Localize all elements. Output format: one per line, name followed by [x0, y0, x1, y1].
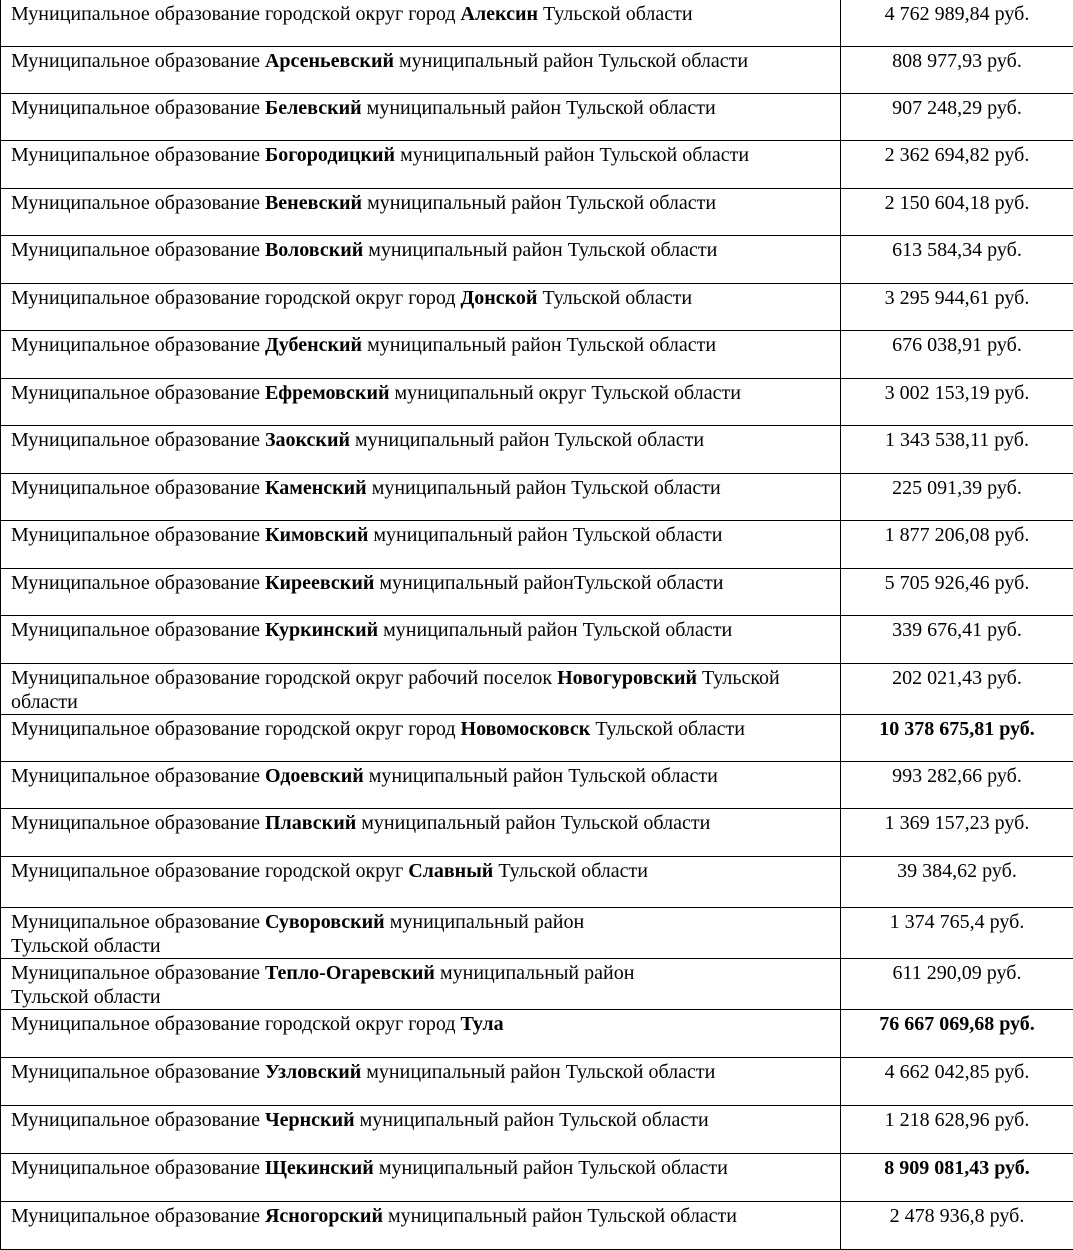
- amount-cell: 808 977,93 руб.: [841, 47, 1073, 94]
- municipality-name: Куркинский: [265, 619, 378, 641]
- table-row: [1, 1202, 1073, 1250]
- table-row: [1, 809, 1073, 857]
- municipality-cell: [1, 715, 841, 762]
- municipality-name: Белевский: [265, 97, 362, 119]
- municipality-prefix: Муниципальное образование: [11, 97, 265, 119]
- municipality-cell: [1, 664, 841, 715]
- municipality-suffix: муниципальный район Тульской области: [362, 334, 716, 356]
- municipality-suffix: Тульской области: [11, 667, 780, 713]
- municipality-name: Дубенский: [265, 334, 362, 356]
- municipality-cell: [1, 189, 841, 236]
- allocation-table-body: [1, 0, 1073, 1250]
- municipality-suffix: муниципальный районТульской области: [374, 572, 723, 594]
- municipality-cell: [1, 616, 841, 664]
- municipality-cell: [1, 1202, 841, 1250]
- municipality-cell: [1, 331, 841, 379]
- municipality-prefix: Муниципальное образование: [11, 429, 265, 451]
- municipality-suffix: муниципальный район Тульской области: [368, 524, 722, 546]
- municipality-cell: [1, 762, 841, 809]
- municipality-suffix: муниципальный район Тульской области: [394, 50, 748, 72]
- municipality-suffix: муниципальный район Тульской области: [11, 962, 634, 1008]
- amount-cell: 3 295 944,61 руб.: [841, 284, 1073, 331]
- table-row: [1, 236, 1073, 284]
- amount-cell: 2 362 694,82 руб.: [841, 141, 1073, 189]
- municipality-cell: [1, 569, 841, 616]
- amount-cell: 339 676,41 руб.: [841, 616, 1073, 664]
- municipality-suffix: муниципальный район Тульской области: [378, 619, 732, 641]
- table-row: [1, 616, 1073, 664]
- table-row: [1, 569, 1073, 616]
- municipality-suffix: муниципальный район Тульской области: [367, 477, 721, 499]
- municipality-prefix: Муниципальное образование: [11, 477, 265, 499]
- municipality-prefix: Муниципальное образование городской округ город: [11, 1013, 461, 1035]
- municipality-cell: [1, 236, 841, 284]
- municipality-prefix: Муниципальное образование: [11, 524, 265, 546]
- municipality-suffix: Тульской области: [537, 287, 692, 309]
- municipality-name: Плавский: [265, 812, 356, 834]
- municipality-prefix: Муниципальное образование: [11, 50, 265, 72]
- municipality-cell: [1, 1154, 841, 1202]
- table-row: [1, 959, 1073, 1010]
- municipality-cell: [1, 1010, 841, 1058]
- municipality-name: Тула: [461, 1013, 504, 1035]
- municipality-name: Суворовский: [265, 911, 385, 933]
- municipality-name: Одоевский: [265, 765, 364, 787]
- table-row: [1, 0, 1073, 47]
- municipality-suffix: муниципальный район Тульской области: [11, 911, 584, 957]
- amount-cell: 1 877 206,08 руб.: [841, 521, 1073, 569]
- municipality-suffix: Тульской области: [538, 3, 693, 25]
- amount-cell: 613 584,34 руб.: [841, 236, 1073, 284]
- municipality-prefix: Муниципальное образование городской округ город: [11, 287, 461, 309]
- municipality-name: Алексин: [461, 3, 539, 25]
- municipality-cell: [1, 94, 841, 141]
- municipality-name: Ясногорский: [265, 1205, 383, 1227]
- municipality-cell: [1, 908, 841, 959]
- municipality-prefix: Муниципальное образование: [11, 192, 265, 214]
- table-row: [1, 1106, 1073, 1154]
- municipality-cell: [1, 857, 841, 908]
- municipality-prefix: Муниципальное образование: [11, 144, 265, 166]
- municipality-prefix: Муниципальное образование: [11, 962, 265, 984]
- municipality-suffix: муниципальный район Тульской области: [364, 765, 718, 787]
- municipality-name: Воловский: [265, 239, 363, 261]
- municipality-prefix: Муниципальное образование: [11, 911, 265, 933]
- municipality-suffix: муниципальный район Тульской области: [395, 144, 749, 166]
- municipality-suffix: муниципальный район Тульской области: [363, 239, 717, 261]
- municipality-cell: [1, 141, 841, 189]
- amount-cell: 4 762 989,84 руб.: [841, 0, 1073, 47]
- amount-cell: 2 478 936,8 руб.: [841, 1202, 1073, 1250]
- table-row: [1, 284, 1073, 331]
- municipality-suffix: Тульской области: [590, 718, 745, 740]
- table-row: [1, 94, 1073, 141]
- amount-cell: 1 343 538,11 руб.: [841, 426, 1073, 474]
- municipality-prefix: Муниципальное образование: [11, 382, 265, 404]
- municipality-name: Тепло-Огаревский: [265, 962, 435, 984]
- municipality-cell: [1, 1106, 841, 1154]
- municipality-cell: [1, 474, 841, 521]
- amount-cell: 10 378 675,81 руб.: [841, 715, 1073, 762]
- municipality-prefix: Муниципальное образование: [11, 1109, 265, 1131]
- table-row: [1, 1154, 1073, 1202]
- municipality-cell: [1, 284, 841, 331]
- municipality-prefix: Муниципальное образование: [11, 334, 265, 356]
- amount-cell: 611 290,09 руб.: [841, 959, 1073, 1010]
- table-row: [1, 715, 1073, 762]
- municipality-cell: [1, 959, 841, 1010]
- municipality-suffix: муниципальный район Тульской области: [374, 1157, 728, 1179]
- municipality-name: Арсеньевский: [265, 50, 394, 72]
- municipality-prefix: Муниципальное образование: [11, 1205, 265, 1227]
- table-row: [1, 47, 1073, 94]
- municipality-name: Киреевский: [265, 572, 374, 594]
- amount-cell: 225 091,39 руб.: [841, 474, 1073, 521]
- municipality-suffix: муниципальный район Тульской области: [361, 1061, 715, 1083]
- amount-cell: 907 248,29 руб.: [841, 94, 1073, 141]
- municipality-prefix: Муниципальное образование городской округ: [11, 860, 408, 882]
- table-row: [1, 189, 1073, 236]
- amount-cell: 2 150 604,18 руб.: [841, 189, 1073, 236]
- municipality-cell: [1, 426, 841, 474]
- municipality-suffix: муниципальный район Тульской области: [362, 97, 716, 119]
- amount-cell: 3 002 153,19 руб.: [841, 379, 1073, 426]
- municipality-name: Заокский: [265, 429, 350, 451]
- amount-cell: 76 667 069,68 руб.: [841, 1010, 1073, 1058]
- amount-cell: 993 282,66 руб.: [841, 762, 1073, 809]
- municipality-name: Узловский: [265, 1061, 361, 1083]
- municipality-name: Донской: [461, 287, 538, 309]
- municipality-cell: [1, 1058, 841, 1106]
- amount-cell: 8 909 081,43 руб.: [841, 1154, 1073, 1202]
- municipality-suffix: муниципальный район Тульской области: [356, 812, 710, 834]
- amount-cell: 1 374 765,4 руб.: [841, 908, 1073, 959]
- municipality-name: Новомосковск: [461, 718, 591, 740]
- municipality-cell: [1, 0, 841, 47]
- municipality-cell: [1, 809, 841, 857]
- amount-cell: 1 369 157,23 руб.: [841, 809, 1073, 857]
- table-row: [1, 762, 1073, 809]
- municipality-prefix: Муниципальное образование: [11, 765, 265, 787]
- table-row: [1, 908, 1073, 959]
- municipality-prefix: Муниципальное образование: [11, 239, 265, 261]
- municipality-suffix: Тульской области: [493, 860, 648, 882]
- municipality-prefix: Муниципальное образование городской округ рабочий поселок: [11, 667, 557, 689]
- municipality-suffix: муниципальный округ Тульской области: [390, 382, 741, 404]
- municipality-prefix: Муниципальное образование: [11, 812, 265, 834]
- municipality-name: Славный: [408, 860, 493, 882]
- amount-cell: 1 218 628,96 руб.: [841, 1106, 1073, 1154]
- municipality-prefix: Муниципальное образование: [11, 1061, 265, 1083]
- municipality-name: Кимовский: [265, 524, 368, 546]
- municipality-prefix: Муниципальное образование: [11, 1157, 265, 1179]
- municipality-cell: [1, 521, 841, 569]
- table-row: [1, 664, 1073, 715]
- amount-cell: 5 705 926,46 руб.: [841, 569, 1073, 616]
- table-row: [1, 857, 1073, 908]
- municipality-name: Чернский: [265, 1109, 355, 1131]
- table-row: [1, 1058, 1073, 1106]
- municipality-prefix: Муниципальное образование городской округ город: [11, 3, 461, 25]
- municipality-name: Щекинский: [265, 1157, 374, 1179]
- municipality-suffix: муниципальный район Тульской области: [383, 1205, 737, 1227]
- amount-cell: 202 021,43 руб.: [841, 664, 1073, 715]
- municipality-suffix: муниципальный район Тульской области: [355, 1109, 709, 1131]
- municipality-prefix: Муниципальное образование: [11, 619, 265, 641]
- municipality-prefix: Муниципальное образование: [11, 572, 265, 594]
- municipality-name: Ефремовский: [265, 382, 390, 404]
- municipality-name: Новогуровский: [557, 667, 697, 689]
- municipality-cell: [1, 47, 841, 94]
- table-row: [1, 1010, 1073, 1058]
- amount-cell: 39 384,62 руб.: [841, 857, 1073, 908]
- table-row: [1, 426, 1073, 474]
- table-row: [1, 141, 1073, 189]
- amount-cell: 4 662 042,85 руб.: [841, 1058, 1073, 1106]
- table-row: [1, 474, 1073, 521]
- municipality-name: Каменский: [265, 477, 367, 499]
- municipality-name: Богородицкий: [265, 144, 395, 166]
- municipality-prefix: Муниципальное образование городской округ город: [11, 718, 461, 740]
- municipality-suffix: муниципальный район Тульской области: [350, 429, 704, 451]
- table-row: [1, 331, 1073, 379]
- table-row: [1, 521, 1073, 569]
- municipality-name: Веневский: [265, 192, 362, 214]
- amount-cell: 676 038,91 руб.: [841, 331, 1073, 379]
- municipality-cell: [1, 379, 841, 426]
- municipality-suffix: муниципальный район Тульской области: [362, 192, 716, 214]
- table-row: [1, 379, 1073, 426]
